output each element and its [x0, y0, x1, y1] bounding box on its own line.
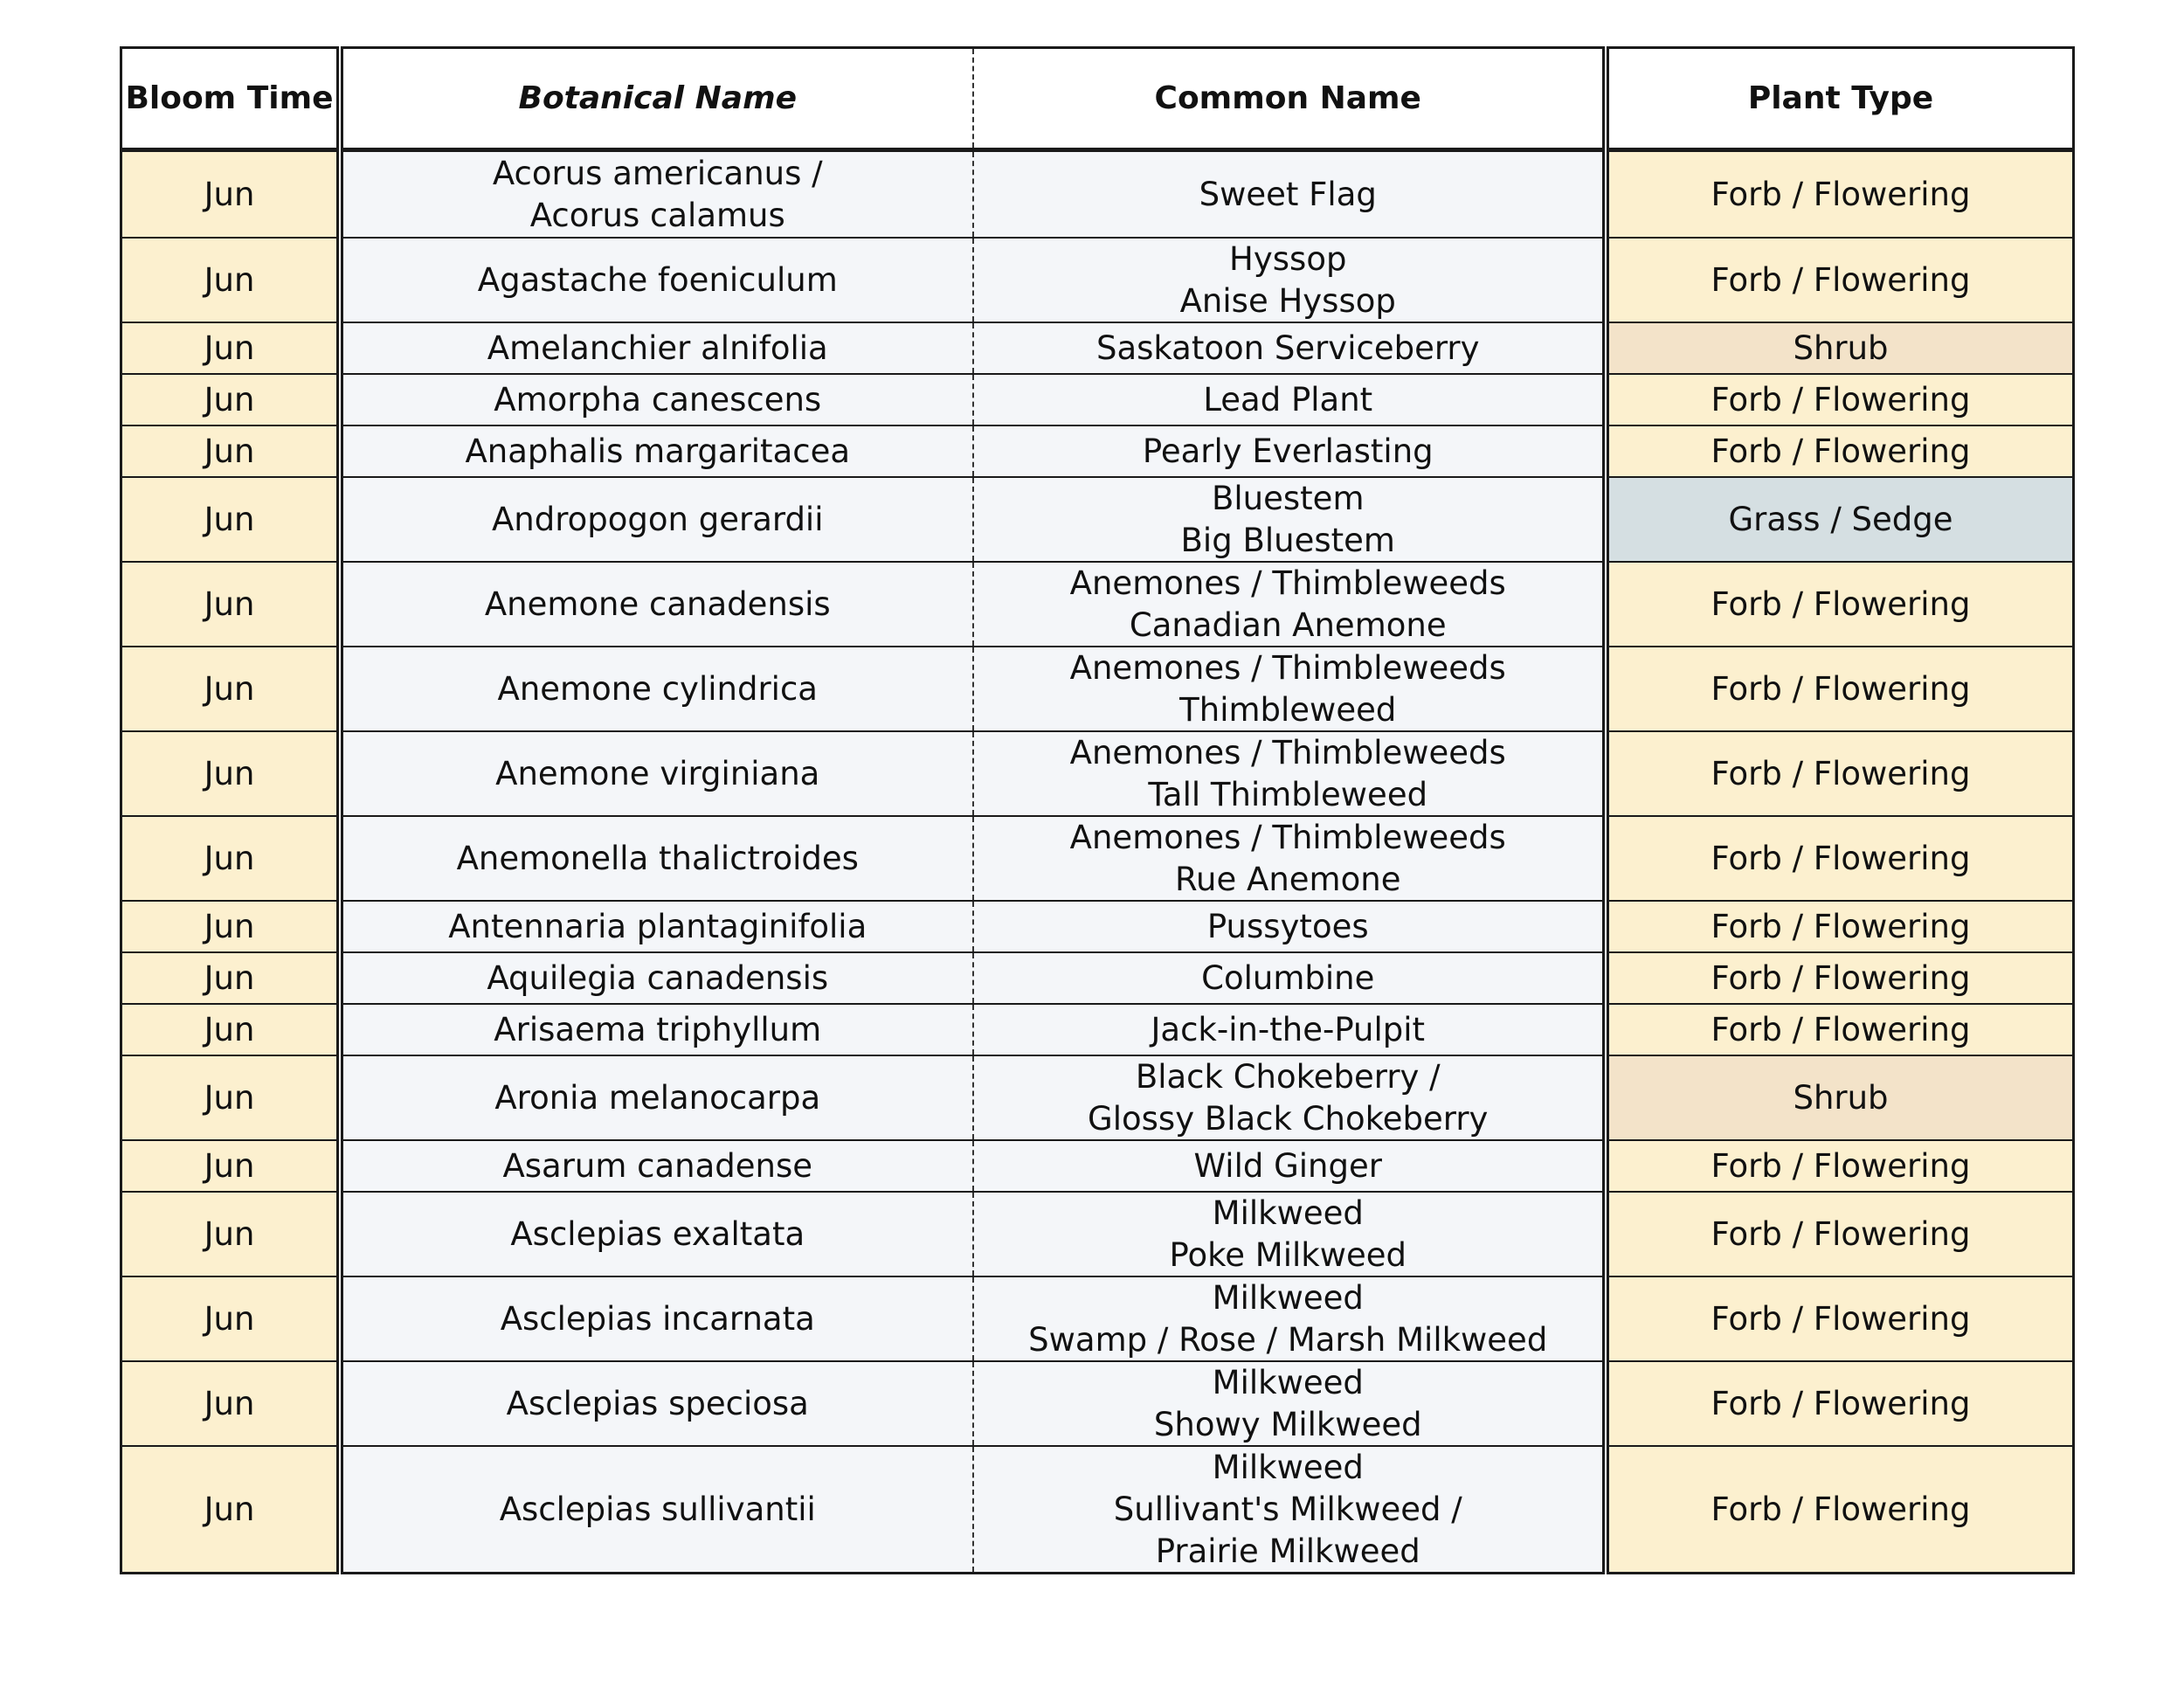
bloom-time-cell: Jun: [122, 152, 336, 237]
common-name-cell: [972, 647, 1603, 730]
botanical-name-line: Asarum canadense: [502, 1146, 813, 1185]
bloom-time-cell: Jun: [122, 646, 336, 730]
common-name-line: Pussytoes: [1206, 907, 1369, 945]
common-name-cell: [972, 902, 1603, 951]
common-name-cell: [972, 1447, 1603, 1572]
bloom-time-cell: Jun: [122, 1445, 336, 1572]
common-name-cell: [972, 239, 1603, 322]
common-name-line: Lead Plant: [1203, 380, 1373, 419]
table-row: [343, 1003, 1602, 1055]
bloom-time-cell: Jun: [122, 951, 336, 1003]
common-name-cell: [972, 1005, 1603, 1055]
botanical-name-line: Amorpha canescens: [494, 380, 822, 419]
table-row: [343, 815, 1602, 900]
plant-type-cell: Forb / Flowering: [1609, 646, 2072, 730]
common-name-line: Sullivant's Milkweed /: [1113, 1490, 1462, 1528]
bloom-time-cell: Jun: [122, 561, 336, 646]
botanical-name-line: Acorus calamus: [529, 196, 785, 234]
table-row: [343, 373, 1602, 425]
common-name-line: Milkweed: [1212, 1278, 1364, 1317]
botanical-name-line: Agastache foeniculum: [477, 260, 838, 299]
common-name-cell: [972, 563, 1603, 646]
botanical-name-cell: [343, 1362, 972, 1445]
table-row: [343, 1445, 1602, 1572]
botanical-name-line: Acorus americanus /: [492, 154, 823, 192]
bloom-time-cell: Jun: [122, 1360, 336, 1445]
botanical-name-cell: [343, 953, 972, 1003]
botanical-name-cell: [343, 563, 972, 646]
bloom-time-cell: Jun: [122, 476, 336, 561]
plant-type-cell: Forb / Flowering: [1609, 1360, 2072, 1445]
plant-type-cell: Forb / Flowering: [1609, 951, 2072, 1003]
table-row: [343, 646, 1602, 730]
botanical-name-line: Amelanchier alnifolia: [487, 329, 828, 367]
common-name-line: Tall Thimbleweed: [1148, 775, 1428, 813]
table-row: [343, 730, 1602, 815]
common-name-line: Anemones / Thimbleweeds: [1069, 648, 1506, 687]
common-name-line: Black Chokeberry /: [1135, 1057, 1441, 1096]
common-name-line: Milkweed: [1212, 1363, 1364, 1401]
common-name-line: Anise Hyssop: [1179, 281, 1396, 320]
common-name-line: Big Bluestem: [1180, 521, 1395, 559]
botanical-name-cell: [343, 647, 972, 730]
botanical-name-cell: [343, 478, 972, 561]
common-name-line: Swamp / Rose / Marsh Milkweed: [1028, 1320, 1548, 1359]
bloom-time-header: Bloom Time: [122, 49, 336, 152]
bloom-time-cell: Jun: [122, 237, 336, 322]
botanical-name-cell: [343, 1193, 972, 1276]
common-name-line: Columbine: [1201, 958, 1375, 997]
common-name-line: Saskatoon Serviceberry: [1095, 329, 1480, 367]
botanical-name-cell: [343, 375, 972, 425]
plant-type-cell: Forb / Flowering: [1609, 815, 2072, 900]
plant-type-cell: Shrub: [1609, 322, 2072, 373]
botanical-name-line: Antennaria plantaginifolia: [448, 907, 867, 945]
botanical-name-cell: [343, 732, 972, 815]
botanical-name-line: Anemone virginiana: [495, 754, 820, 792]
common-name-cell: [972, 1277, 1603, 1360]
bloom-time-cell: Jun: [122, 425, 336, 476]
common-name-line: Prairie Milkweed: [1155, 1532, 1420, 1570]
plant-type-cell: Forb / Flowering: [1609, 425, 2072, 476]
botanical-name-line: Anemone cylindrica: [497, 669, 818, 708]
plant-type-cell: Forb / Flowering: [1609, 900, 2072, 951]
common-name-line: Glossy Black Chokeberry: [1088, 1099, 1489, 1138]
botanical-name-cell: [343, 239, 972, 322]
bloom-time-cell: Jun: [122, 1276, 336, 1360]
botanical-name-cell: [343, 817, 972, 900]
table-row: [343, 237, 1602, 322]
common-name-line: Showy Milkweed: [1153, 1405, 1422, 1443]
botanical-name-line: Anaphalis margaritacea: [465, 432, 851, 470]
table-row: [343, 322, 1602, 373]
botanical-name-cell: [343, 1447, 972, 1572]
common-name-cell: [972, 732, 1603, 815]
table-row: [343, 152, 1602, 237]
table-row: [343, 1276, 1602, 1360]
bloom-time-cells: [122, 152, 336, 1572]
botanical-name-header: Botanical Name: [518, 80, 797, 116]
botanical-name-cell: [343, 152, 972, 237]
botanical-name-line: Arisaema triphyllum: [494, 1010, 822, 1048]
common-name-cell: [972, 953, 1603, 1003]
common-name-cell: [972, 375, 1603, 425]
bloom-time-column: [120, 46, 339, 1574]
common-name-line: Rue Anemone: [1175, 860, 1401, 898]
common-name-line: Hyssop: [1229, 239, 1347, 278]
plant-type-cell: Grass / Sedge: [1609, 476, 2072, 561]
plant-type-cell: Forb / Flowering: [1609, 1003, 2072, 1055]
common-name-cell: [972, 478, 1603, 561]
plant-type-cell: Forb / Flowering: [1609, 1139, 2072, 1191]
botanical-name-cell: [343, 902, 972, 951]
bloom-time-cell: Jun: [122, 373, 336, 425]
common-name-line: Anemones / Thimbleweeds: [1069, 818, 1506, 856]
common-name-line: Wild Ginger: [1193, 1146, 1382, 1185]
botanical-name-line: Asclepias exaltata: [510, 1214, 805, 1253]
bloom-time-cell: Jun: [122, 322, 336, 373]
botanical-name-line: Andropogon gerardii: [492, 500, 824, 538]
botanical-name-cell: [343, 323, 972, 373]
bloom-time-cell: Jun: [122, 730, 336, 815]
common-name-line: Poke Milkweed: [1169, 1235, 1406, 1274]
common-name-cell: [972, 1193, 1603, 1276]
common-name-line: Pearly Everlasting: [1142, 432, 1434, 470]
common-name-cell: [972, 323, 1603, 373]
botanical-name-line: Aronia melanocarpa: [494, 1078, 821, 1117]
common-name-line: Bluestem: [1212, 479, 1365, 517]
table-row: [343, 900, 1602, 951]
bloom-time-cell: Jun: [122, 1191, 336, 1276]
table-row: [343, 476, 1602, 561]
plant-type-cell: Shrub: [1609, 1055, 2072, 1139]
plant-type-column: [1607, 46, 2075, 1574]
botanical-name-line: Asclepias speciosa: [506, 1384, 809, 1422]
bloom-time-cell: Jun: [122, 815, 336, 900]
common-name-line: Jack-in-the-Pulpit: [1151, 1010, 1426, 1048]
botanical-name-line: Asclepias incarnata: [500, 1299, 815, 1338]
common-name-line: Anemones / Thimbleweeds: [1069, 564, 1506, 602]
common-name-cell: [972, 1362, 1603, 1445]
botanical-name-line: Aquilegia canadensis: [487, 958, 829, 997]
plant-type-cell: Forb / Flowering: [1609, 730, 2072, 815]
common-name-cell: [972, 1056, 1603, 1139]
common-name-cell: [972, 426, 1603, 476]
plant-type-cell: Forb / Flowering: [1609, 561, 2072, 646]
common-name-cell: [972, 152, 1603, 237]
botanical-name-line: Anemone canadensis: [484, 585, 831, 623]
botanical-name-cell: [343, 1141, 972, 1191]
table-row: [343, 951, 1602, 1003]
bloom-time-cell: Jun: [122, 1139, 336, 1191]
botanical-name-cell: [343, 1056, 972, 1139]
table-row: [343, 1055, 1602, 1139]
common-name-line: Sweet Flag: [1199, 175, 1377, 213]
botanical-name-cell: [343, 1277, 972, 1360]
bloom-time-cell: Jun: [122, 1003, 336, 1055]
common-name-cell: [972, 817, 1603, 900]
bloom-time-cell: Jun: [122, 1055, 336, 1139]
botanical-name-cell: [343, 426, 972, 476]
plant-type-cell: Forb / Flowering: [1609, 1276, 2072, 1360]
plant-type-header: Plant Type: [1609, 49, 2072, 152]
table-row: [343, 1360, 1602, 1445]
names-cells: [343, 152, 1602, 1572]
common-name-cell: [972, 1141, 1603, 1191]
plant-type-cell: Forb / Flowering: [1609, 152, 2072, 237]
plant-type-cells: [1609, 152, 2072, 1572]
common-name-line: Anemones / Thimbleweeds: [1069, 733, 1506, 771]
bloom-time-cell: Jun: [122, 900, 336, 951]
table-row: [343, 1191, 1602, 1276]
botanical-name-cell: [343, 1005, 972, 1055]
names-header-row: [343, 49, 1602, 152]
common-name-line: Thimbleweed: [1179, 690, 1397, 729]
table-row: [343, 1139, 1602, 1191]
common-name-line: Canadian Anemone: [1129, 605, 1447, 644]
common-name-line: Milkweed: [1212, 1448, 1364, 1486]
plant-type-cell: Forb / Flowering: [1609, 373, 2072, 425]
names-column-group: [341, 46, 1605, 1574]
botanical-name-line: Asclepias sullivantii: [499, 1490, 816, 1528]
plant-type-cell: Forb / Flowering: [1609, 1191, 2072, 1276]
table-row: [343, 425, 1602, 476]
table-row: [343, 561, 1602, 646]
common-name-line: Milkweed: [1212, 1193, 1364, 1232]
botanical-name-line: Anemonella thalictroides: [456, 839, 859, 877]
plant-type-cell: Forb / Flowering: [1609, 1445, 2072, 1572]
plant-type-cell: Forb / Flowering: [1609, 237, 2072, 322]
common-name-header: Common Name: [972, 49, 1603, 148]
